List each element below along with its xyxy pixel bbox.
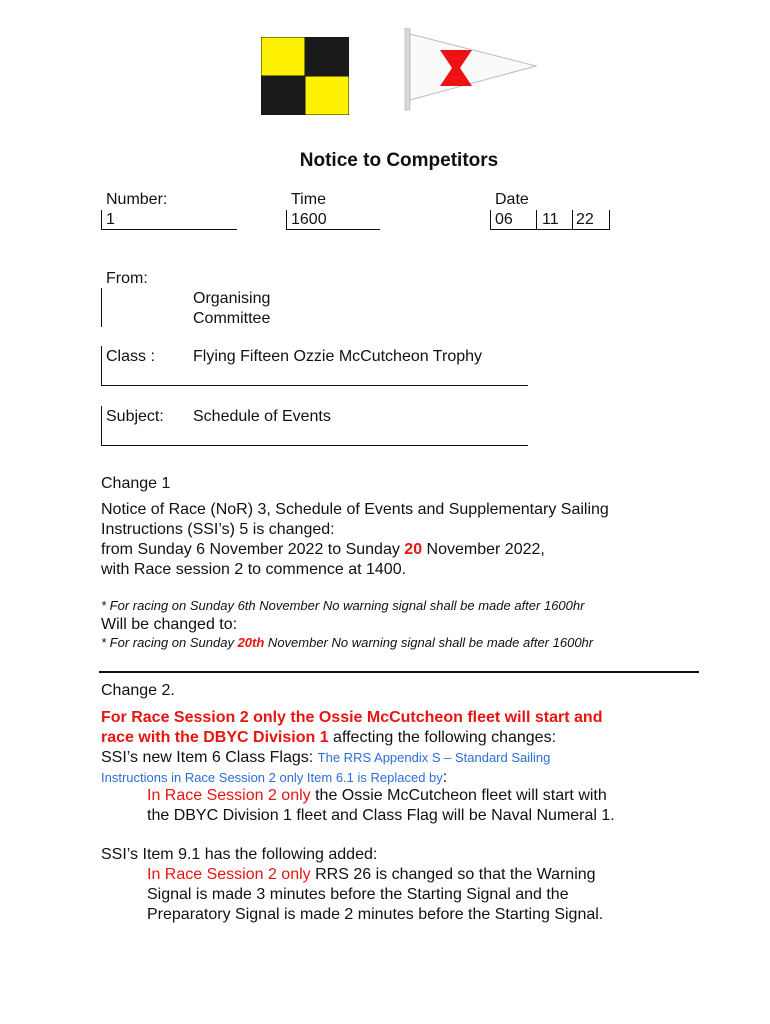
will-be-changed-label: Will be changed to: xyxy=(101,616,238,633)
new-date-highlight: 20 xyxy=(404,541,423,558)
signal-flag-l-icon xyxy=(261,37,349,115)
item9-heading: SSI’s Item 9.1 has the following added: xyxy=(101,846,378,863)
date-day: 06 xyxy=(495,211,513,228)
burgee-flag-icon xyxy=(402,28,542,112)
from-value-line2: Committee xyxy=(193,310,271,327)
item6-line1: In Race Session 2 only the Ossie McCutcheon fleet will start with xyxy=(147,787,607,804)
change1-note-new: * For racing on Sunday 20th November No warning signal shall be made after 1600hr xyxy=(101,635,594,650)
number-label: Number: xyxy=(106,191,168,208)
change2-line4: Instructions in Race Session 2 only Item 6.1 is Replaced by: xyxy=(101,769,448,786)
subject-label: Subject: xyxy=(106,408,164,425)
change1-line1: Notice of Race (NoR) 3, Schedule of Events and Supplementary Sailing xyxy=(101,501,609,518)
change2-line2: race with the DBYC Division 1 affecting the following changes: xyxy=(101,729,557,746)
date-month: 11 xyxy=(542,211,559,228)
date-label: Date xyxy=(495,191,529,208)
change2-line3: SSI’s new Item 6 Class Flags: The RRS Appendix S – Standard Sailing xyxy=(101,749,551,766)
subject-value: Schedule of Events xyxy=(193,408,331,425)
change1-line3: from Sunday 6 November 2022 to Sunday 20 November 2022, xyxy=(101,541,545,558)
item6-line2: the DBYC Division 1 fleet and Class Flag will be Naval Numeral 1. xyxy=(147,807,615,824)
change1-note-original: * For racing on Sunday 6th November No warning signal shall be made after 1600hr xyxy=(101,598,585,613)
time-value: 1600 xyxy=(291,211,327,228)
change2-bold-line1: For Race Session 2 only the Ossie McCutcheon fleet will start and xyxy=(101,709,603,726)
from-label: From: xyxy=(106,270,148,287)
change1-line2: Instructions (SSI’s) 5 is changed: xyxy=(101,521,335,538)
date-year: 22 xyxy=(576,211,594,228)
item9-line3: Preparatory Signal is made 2 minutes before the Starting Signal. xyxy=(147,906,604,923)
change2-heading: Change 2. xyxy=(101,682,175,699)
time-label: Time xyxy=(291,191,326,208)
from-value-line1: Organising xyxy=(193,290,271,307)
page-title: Notice to Competitors xyxy=(299,150,499,171)
item9-line1: In Race Session 2 only RRS 26 is changed so that the Warning xyxy=(147,866,596,883)
class-value: Flying Fifteen Ozzie McCutcheon Trophy xyxy=(193,348,483,365)
number-value: 1 xyxy=(106,211,115,228)
change1-heading: Change 1 xyxy=(101,475,171,492)
section-divider xyxy=(99,671,699,673)
item9-line2: Signal is made 3 minutes before the Starting Signal and the xyxy=(147,886,569,903)
class-label: Class : xyxy=(106,348,155,365)
change1-line4: with Race session 2 to commence at 1400. xyxy=(101,561,407,578)
